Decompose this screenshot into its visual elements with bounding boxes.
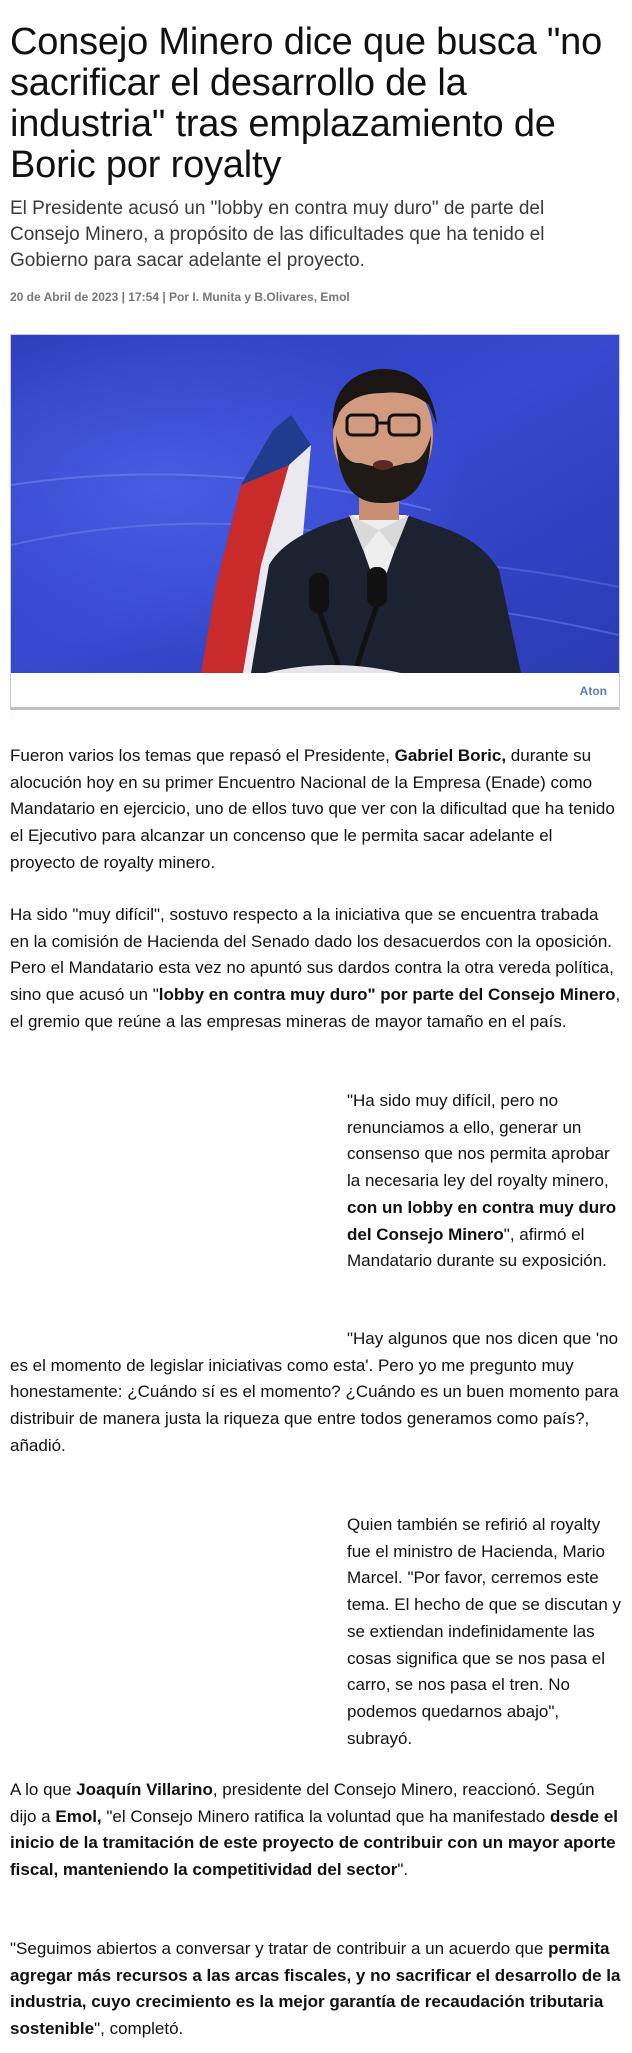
article-paragraph-7: "Seguimos abiertos a conversar y tratar de contribuir a un acuerdo que permita agregar más recursos a las arcas fiscales, y no sacrificar el desarrollo de la industria, cuyo crecimiento es la mejor garantía de recaudación tributaria sostenible", completó.	[10, 1939, 621, 2039]
source-name-bold: Emol,	[55, 1806, 102, 1826]
article-paragraph-1: Fueron varios los temas que repasó el Presidente, Gabriel Boric, durante su alocución hoy en su primer Encuentro Nacional de la Empresa (Enade) como Mandatario en ejercicio, uno de ellos tuvo que ver con la dificultad que ha tenido el Ejecutivo para alcanzar un concenso que le permita sacar adelante el proyecto de royalty minero.	[10, 746, 615, 872]
person-name-bold: Joaquín Villarino	[76, 1780, 213, 1799]
article-byline: 20 de Abril de 2023 | 17:54 | Por I. Munita y B.Olivares, Emol	[10, 290, 350, 304]
photo-credit: Aton	[579, 684, 607, 698]
president-speaking-illustration	[11, 335, 619, 673]
article-paragraph-6: A lo que Joaquín Villarino, presidente del Consejo Minero, reaccionó. Según dijo a Emol, "el Consejo Minero ratifica la voluntad que ha manifestado desde el inicio de la tramitación de este proyecto de contribuir con un mayor aporte fiscal, manteniendo la competitividad del sector".	[10, 1780, 619, 1880]
article-paragraph-3: "Ha sido muy difícil, pero no renunciamos a ello, generar un consenso que nos permita aprobar la necesaria ley del royalty minero, con un lobby en contra muy duro del Consejo Minero", afirmó el Mandatario durante su exposición.	[347, 1091, 617, 1271]
emphasis-bold: desde el inicio de la tramitación de este proyecto de contribuir con un mayor aporte fiscal, manteniendo la competitividad del sector	[10, 1806, 619, 1880]
article-headline: Consejo Minero dice que busca "no sacrificar el desarrollo de la industria" tras emplazamiento de Boric por royalty	[10, 21, 603, 186]
article-paragraph-2: Ha sido "muy difícil", sostuvo respecto a la iniciativa que se encuentra trabada en la comisión de Hacienda del Senado dado los desacuerdos con la oposición. Pero el Mandatario esta vez no apuntó sus dardos contra la otra vereda política, sino que acusó un "lobby en contra muy duro" por parte del Consejo Minero, el gremio que reúne a las empresas mineras de mayor tamaño en el país.	[10, 905, 621, 1031]
emphasis-bold: lobby en contra muy duro" por parte del Consejo Minero	[158, 985, 616, 1005]
article-photo[interactable]	[11, 335, 619, 673]
person-name-bold: Gabriel Boric,	[394, 746, 507, 765]
emphasis-bold: con un lobby en contra muy duro del Consejo Minero	[347, 1197, 617, 1244]
article-paragraph-5: Quien también se refirió al royalty fue el ministro de Hacienda, Mario Marcel. "Por favor, cerremos este tema. El hecho de que se discutan y se extiendan indefinidamente las cosas significa que se nos pasa el carro, se nos pasa el tren. No podemos quedarnos abajo", subrayó.	[347, 1515, 622, 1748]
article-subtitle: El Presidente acusó un "lobby en contra muy duro" de parte del Consejo Minero, a propósito de las dificultades que ha tenido el Gobierno para sacar adelante el proyecto.	[10, 198, 545, 271]
article-paragraph-4: "Hay algunos que nos dicen que 'no es el momento de legislar iniciativas como esta'. Pero yo me pregunto muy honestamente: ¿Cuándo sí es el momento? ¿Cuándo es un buen momento para distribuir de manera justa la riqueza que entre todos generamos como país?, añadió.	[10, 1329, 619, 1455]
emphasis-bold: permita agregar más recursos a las arcas fiscales, y no sacrificar el desarrollo de la industria, cuyo crecimiento es la mejor garantía de recaudación tributaria sostenible	[10, 1939, 621, 2039]
article-photo-figure	[10, 334, 620, 710]
